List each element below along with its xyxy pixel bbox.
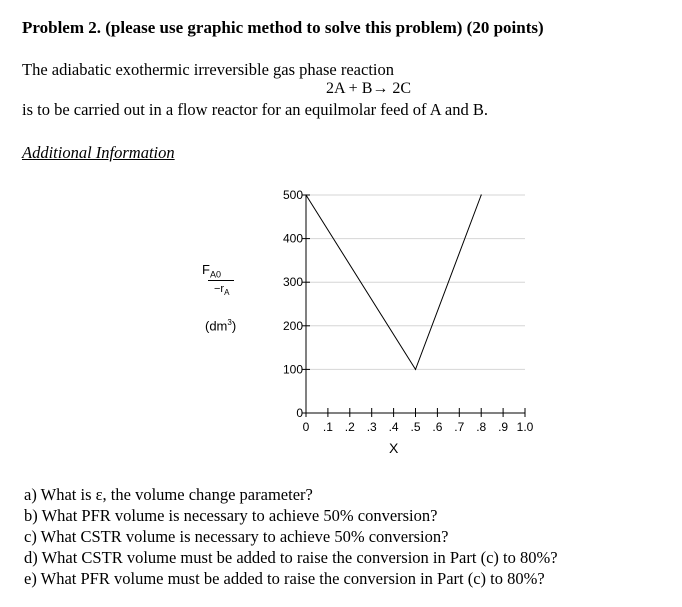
- y-tick-label: 0: [296, 406, 303, 420]
- data-point: [305, 194, 306, 195]
- additional-information-heading: Additional Information: [22, 143, 175, 162]
- data-point: [481, 194, 482, 195]
- y-tick-label: 100: [282, 362, 303, 377]
- data-point: [415, 369, 416, 370]
- y-axis-label-unit: $(dm^3)$: [205, 318, 237, 334]
- problem-title: Problem 2. (please use graphic method to solve this problem) (20 points): [22, 18, 544, 37]
- reaction-equation: 2A + B→ 2C: [326, 80, 412, 97]
- x-tick-label: .6: [432, 420, 443, 434]
- y-axis-label-denominator: $-r_A$: [214, 283, 230, 298]
- problem-statement-line1: The adiabatic exothermic irreversible gas phase reaction: [22, 60, 394, 79]
- question-c: c) What CSTR volume is necessary to achieve 50% conversion?: [24, 527, 449, 546]
- x-tick-label: .1: [322, 420, 333, 434]
- x-tick-label: 0: [302, 420, 310, 434]
- problem-statement-line2: is to be carried out in a flow reactor for an equilmolar feed of A and B.: [22, 100, 488, 119]
- y-tick-label: 200: [282, 318, 303, 333]
- y-tick-label: 400: [282, 231, 303, 246]
- y-tick-label: 300: [282, 275, 303, 290]
- x-tick-label: .7: [454, 420, 465, 434]
- question-b: b) What PFR volume is necessary to achieve 50% conversion?: [24, 506, 438, 525]
- y-axis-label-numerator: $F_{A0}$: [202, 262, 221, 280]
- x-tick-label: .9: [498, 420, 509, 434]
- x-tick-label: .5: [410, 420, 421, 434]
- x-tick-label: .8: [476, 420, 487, 434]
- x-axis-label: X: [389, 440, 399, 456]
- x-tick-label: .2: [344, 420, 355, 434]
- x-tick-label: .3: [366, 420, 377, 434]
- question-d: d) What CSTR volume must be added to raise the conversion in Part (c) to 80%?: [24, 548, 558, 567]
- x-tick-label: .4: [388, 420, 399, 434]
- question-a: a) What is ε, the volume change parameter?: [24, 485, 313, 504]
- y-tick-label: 500: [282, 188, 303, 202]
- question-e: e) What PFR volume must be added to raise the conversion in Part (c) to 80%?: [24, 569, 545, 588]
- x-tick-label: 1.0: [516, 420, 534, 434]
